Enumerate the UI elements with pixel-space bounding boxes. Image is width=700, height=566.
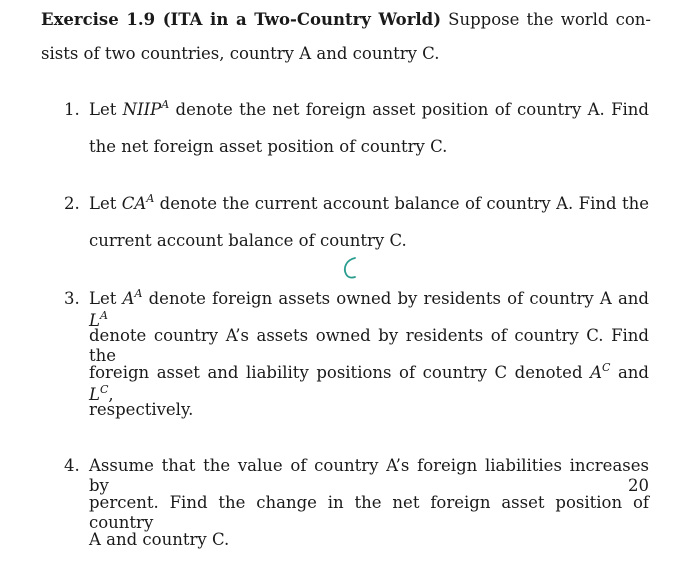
exercise-intro-part1: Suppose the world con- bbox=[448, 10, 651, 29]
item-2-text: Let bbox=[89, 194, 122, 213]
var-niip: NIIP bbox=[122, 100, 162, 119]
exercise-header-line1 bbox=[41, 10, 651, 30]
item-2-line2: current account balance of country C. bbox=[89, 231, 407, 250]
item-4-line2: percent. Find the change in the net foreign asset position of country bbox=[89, 493, 649, 532]
item-number: 2. bbox=[64, 194, 80, 213]
item-1-text: Let bbox=[89, 100, 123, 119]
sup-a: A bbox=[134, 287, 143, 300]
item-1-line1 bbox=[89, 100, 649, 122]
item-2-line1 bbox=[89, 194, 649, 216]
handwritten-c-stroke bbox=[345, 258, 355, 278]
item-3-and: and bbox=[610, 363, 649, 382]
var-a-c: A bbox=[590, 363, 602, 382]
exercise-title: Exercise 1.9 (ITA in a Two-Country World) bbox=[41, 10, 441, 29]
item-3-text: Let bbox=[89, 289, 123, 308]
item-number: 4. bbox=[64, 456, 80, 475]
var-ca: CA bbox=[121, 194, 147, 213]
var-l-c: L bbox=[89, 385, 100, 404]
sup-a: A bbox=[146, 192, 155, 205]
sup-c: C bbox=[601, 361, 611, 374]
exercise-header-line2: sists of two countries, country A and country C. bbox=[41, 44, 440, 63]
item-3-line2: denote country A’s assets owned by residents of country C. Find the bbox=[89, 326, 649, 365]
sup-a: A bbox=[99, 309, 108, 322]
handwritten-c-mark-icon bbox=[340, 254, 362, 282]
sup-a: A bbox=[161, 98, 170, 111]
item-1-line2: the net foreign asset position of country C. bbox=[89, 137, 448, 156]
item-3-comma: , bbox=[108, 385, 114, 404]
item-2-text-cont: denote the current account balance of country A. Find the bbox=[154, 194, 649, 213]
item-number: 1. bbox=[64, 100, 80, 119]
item-1-text-cont: denote the net foreign asset position of country A. Find bbox=[169, 100, 649, 119]
item-number: 3. bbox=[64, 289, 80, 308]
item-3-text-cont: denote foreign assets owned by residents of country A and bbox=[142, 289, 649, 308]
sup-c: C bbox=[99, 383, 109, 396]
var-l: L bbox=[89, 311, 100, 330]
var-a: A bbox=[122, 289, 135, 308]
item-3-text-3: foreign asset and liability positions of country C denoted bbox=[89, 363, 591, 382]
item-4-line3: A and country C. bbox=[89, 530, 230, 549]
item-4-line1: Assume that the value of country A’s foreign liabilities increases by 20 bbox=[89, 456, 649, 495]
item-3-line4: respectively. bbox=[89, 400, 194, 419]
